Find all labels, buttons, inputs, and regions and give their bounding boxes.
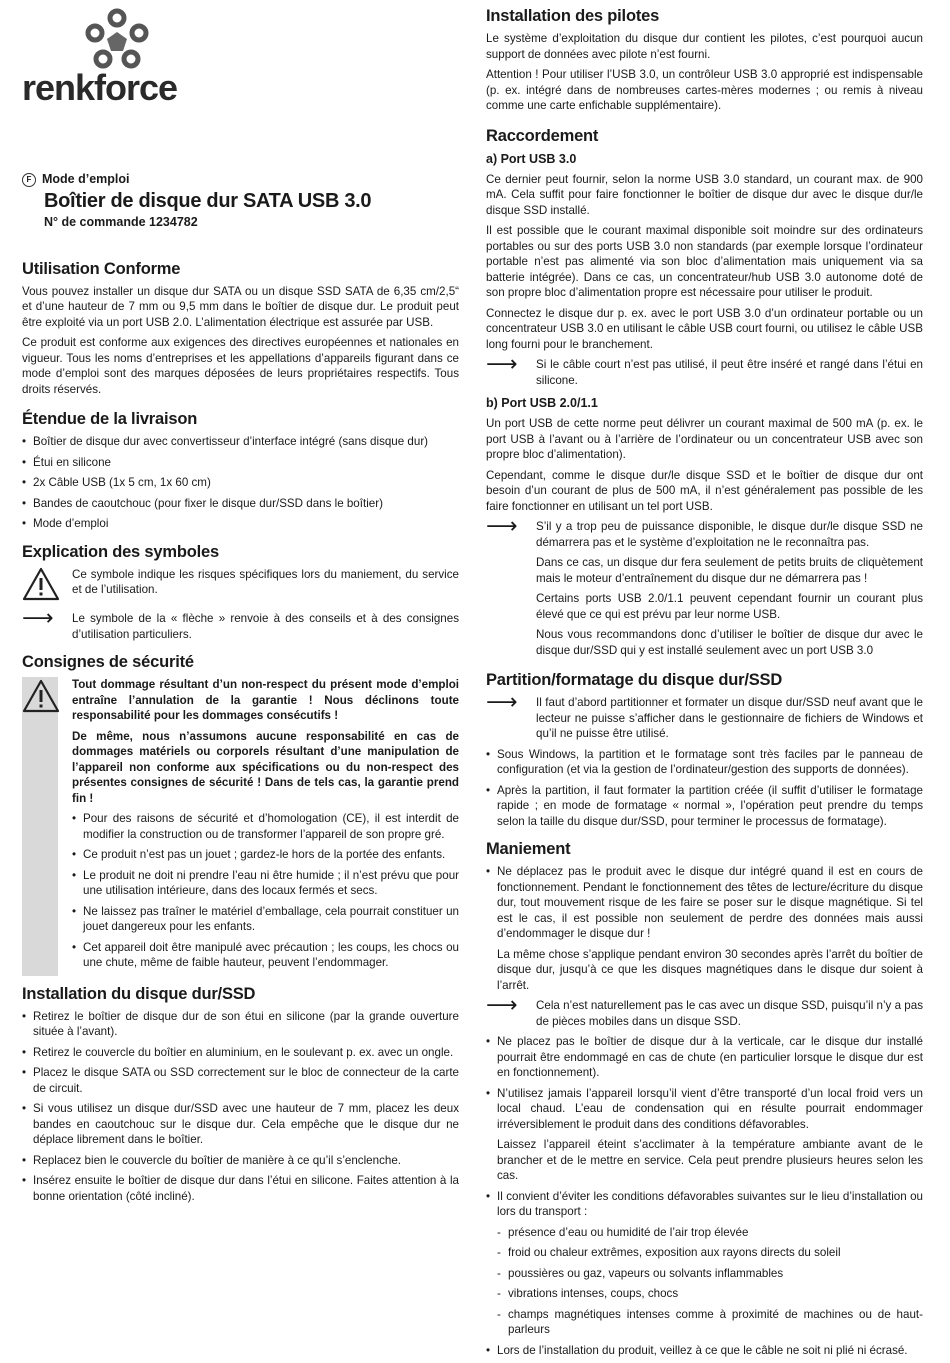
- list-item: - présence d’eau ou humidité de l’air trop élevée: [497, 1225, 923, 1241]
- manual-label: F Mode d’emploi: [22, 172, 459, 188]
- list-item: • Ne laissez pas traîner le matériel d’emballage, cela pourrait constituer un jouet dangereux pour les enfants.: [72, 904, 459, 935]
- list-item: • Placez le disque SATA ou SSD correctement sur le bloc de connecteur de la carte de circuit.: [22, 1065, 459, 1096]
- arrow-symbol-row: ⟶ Le symbole de la « flèche » renvoie à des conseils et à des consignes d’utilisation particuliers.: [22, 605, 459, 641]
- subheading-usb2: b) Port USB 2.0/1.1: [486, 396, 598, 410]
- list-item: • Retirez le boîtier de disque dur de son étui en silicone (par la grande ouverture située à l’avant).: [22, 1009, 459, 1040]
- section-heading-symbols: Explication des symboles: [22, 542, 219, 561]
- list-item: • Mode d’emploi: [22, 516, 459, 532]
- list-item: • Ne déplacez pas le produit avec le disque dur intégré quand il est en cours de fonctionnement. Pendant le fonctionnement des têtes de lecture/écriture du disque dur, tout mouvement risque de les faire se poser sur le disque magnétique. Si tel est le cas, il est possible non seulement de perdre des données mais aussi d’endommager le disque dur ! La même chose s’applique pendant environ 30 secondes après l’arrêt du boîtier de disque dur, jusqu’à ce que les disques magnétiques dans le disque dur soient à l’arrêt.: [486, 864, 923, 993]
- order-number: N° de commande 1234782: [44, 215, 198, 229]
- safety-box: [22, 677, 459, 976]
- list-item: • Insérez ensuite le boîtier de disque dur dans l’étui en silicone. Faites attention à la bonne orientation (côté incliné).: [22, 1173, 459, 1204]
- arrow-right-icon: ⟶: [22, 605, 54, 630]
- list-item: - froid ou chaleur extrêmes, exposition aux rayons directs du soleil: [497, 1245, 923, 1261]
- list-item: • Lors de l’installation du produit, veillez à ce que le câble ne soit ni plié ni écrasé.: [486, 1343, 923, 1359]
- partition-list: [486, 747, 923, 830]
- section-heading-intended: Utilisation Conforme: [22, 259, 181, 278]
- paragraph: Vous pouvez installer un disque dur SATA ou un disque SSD SATA de 6,35 cm/2,5“ et d’une hauteur de 7 mm ou 9,5 mm dans le boîtier de disque dur. Le produit peut être exploité via un port USB 2.0. L’alimentation électrique est assurée par USB.: [22, 284, 459, 329]
- tip-row: ⟶ Si le câble court n’est pas utilisé, il peut être inséré et rangé dans l’étui en silicone.: [486, 351, 923, 387]
- tip-row: ⟶ Cela n’est naturellement pas le cas avec un disque SSD, puisqu’il n’y a pas de pièces mobiles dans un disque SSD.: [486, 992, 923, 1028]
- tip-row: ⟶ S’il y a trop peu de puissance disponible, le disque dur/le disque SSD ne démarrera pas et le système d’exploitation ne le reconnaîtra pas.: [486, 513, 923, 549]
- section-heading-handling: Maniement: [486, 840, 571, 858]
- renkforce-logo-icon: [82, 6, 152, 76]
- handling-list-2: [486, 1034, 923, 1220]
- list-item: • Replacez bien le couvercle du boîtier de manière à ce qu’il s’enclenche.: [22, 1153, 459, 1169]
- paragraph: Ce dernier peut fournir, selon la norme USB 3.0 standard, un courant max. de 900 mA. Cela suffit pour faire fonctionner le boîtier de disque dur avec le disque dur/le disque SSD installé.: [486, 172, 923, 217]
- tip-row: ⟶ Il faut d’abord partitionner et formater un disque dur/SSD neuf avant que le lecteur ne puisse s’afficher dans le gestionnaire de fichiers de Windows et qu’il ne puisse être utilisé.: [486, 689, 923, 740]
- list-item: • Si vous utilisez un disque dur/SSD avec une hauteur de 7 mm, placez les deux bandes en caoutchouc sur le disque dur. Cela empêche que le disque dur ne déplace librement dans le boîtier.: [22, 1101, 459, 1148]
- list-item: • Bandes de caoutchouc (pour fixer le disque dur/SSD dans le boîtier): [22, 496, 459, 512]
- handling-list: [486, 864, 923, 993]
- conditions-list: [497, 1225, 923, 1338]
- language-badge: F: [22, 173, 36, 187]
- section-heading-drivers: Installation des pilotes: [486, 7, 660, 25]
- list-item: • Ce produit n’est pas un jouet ; gardez-le hors de la portée des enfants.: [72, 847, 459, 863]
- list-item: • N’utilisez jamais l’appareil lorsqu’il vient d’être transporté d’un local froid vers un local chaud. L’eau de condensation qui en résulte pourrait endommager irréversiblement le produit dans des conditions défavorables. Laissez l’appareil éteint s’acclimater à la température ambiante avant de le brancher et de le mettre en service. Cela peut prendre plusieurs heures selon les cas.: [486, 1086, 923, 1184]
- list-item: • Retirez le couvercle du boîtier en aluminium, en le soulevant p. ex. avec un ongle.: [22, 1045, 459, 1061]
- arrow-right-icon: ⟶: [486, 689, 518, 714]
- right-column: [486, 6, 923, 1363]
- delivery-list: [22, 434, 459, 532]
- paragraph: Ce produit est conforme aux exigences des directives européennes et nationales en vigueur. Tous les noms d’entreprises et les appellations d’appareils figurant dans ce mode d’emploi sont des marques déposées de leurs propriétaires respectifs. Tous droits réservés.: [22, 336, 459, 396]
- list-item: • Pour des raisons de sécurité et d’homologation (CE), il est interdit de modifier la construction ou de transformer l’appareil de son propre gré.: [72, 811, 459, 842]
- paragraph: Attention ! Pour utiliser l’USB 3.0, un contrôleur USB 3.0 approprié est indispensable (p. ex. intégré dans de nombreuses cartes-mères modernes ; ou remis à niveau comme une carte enfichable supplémentaire).: [486, 68, 923, 112]
- safety-warning: De même, nous n’assumons aucune responsabilité en cas de dommages matériels ou corporels résultant d’une manipulation de l’appareil non conforme aux spécifications ou du non-respect des présentes consignes de sécurité ! Dans de tels cas, la garantie prend fin !: [72, 729, 459, 805]
- paragraph: Le système d’exploitation du disque dur contient les pilotes, c’est pourquoi aucun support de données avec pilote n’est fourni.: [486, 32, 923, 61]
- warning-icon: [22, 567, 60, 601]
- brand-name: renkforce: [22, 67, 178, 108]
- left-column: [22, 0, 459, 1209]
- section-heading-safety: Consignes de sécurité: [22, 653, 194, 671]
- install-disk-list: [22, 1009, 459, 1205]
- list-item: - champs magnétiques intenses comme à proximité de machines ou de haut-parleurs: [497, 1307, 923, 1338]
- paragraph: Nous vous recommandons donc d’utiliser le boîtier de disque dur avec le disque dur/SSD qui y est installé seulement avec un port USB 3.0: [536, 628, 923, 657]
- list-item: • Le produit ne doit ni prendre l’eau ni être humide ; il n’est prévu que pour une utilisation intérieure, dans des locaux fermés et secs.: [72, 868, 459, 899]
- handling-list-3: [486, 1343, 923, 1359]
- section-heading-partition: Partition/formatage du disque dur/SSD: [486, 671, 783, 689]
- page-title: Boîtier de disque dur SATA USB 3.0: [44, 189, 372, 212]
- arrow-right-icon: ⟶: [486, 351, 518, 376]
- list-item: • Cet appareil doit être manipulé avec précaution ; les coups, les chocs ou une chute, même de faible hauteur, peuvent l’endommager.: [72, 940, 459, 971]
- list-item: • Étui en silicone: [22, 455, 459, 471]
- list-item: • Sous Windows, la partition et le formatage sont très faciles par le panneau de configuration (et via la gestion de l’ordinateur/gestion des supports de données).: [486, 747, 923, 778]
- paragraph: Cependant, comme le disque dur/le disque SSD et le boîtier de disque dur ont besoin d’un courant de plus de 500 mA, il n’est généralement pas possible de les faire fonctionner en utilisant un tel port USB.: [486, 468, 923, 513]
- safety-warning: Tout dommage résultant d’un non-respect du présent mode d’emploi entraîne l’annulation de la garantie ! Nous déclinons toute responsabilité pour les dommages consécutifs !: [72, 678, 459, 722]
- logo: [22, 0, 459, 172]
- paragraph: Connectez le disque dur p. ex. avec le port USB 3.0 d’un ordinateur portable ou un concentrateur USB 3.0 en utilisant le câble USB court fourni, ou utilisez le câble USB long fourni pour le branchement.: [486, 306, 923, 351]
- list-item: • 2x Câble USB (1x 5 cm, 1x 60 cm): [22, 475, 459, 491]
- list-item: - poussières ou gaz, vapeurs ou solvants inflammables: [497, 1266, 923, 1282]
- section-heading-install-disk: Installation du disque dur/SSD: [22, 984, 256, 1003]
- list-item: - vibrations intenses, coups, chocs: [497, 1286, 923, 1302]
- safety-list: [72, 811, 459, 971]
- list-item: • Après la partition, il faut formater la partition créée (il suffit d’utiliser le formatage rapide ; en mode de formatage « normal », l’opération peut prendre du temps selon la taille du disque dur/SSD, pour terminer le processus de formatage).: [486, 783, 923, 830]
- subheading-usb3: a) Port USB 3.0: [486, 151, 577, 166]
- paragraph: Dans ce cas, un disque dur fera seulement de petits bruits de cliquètement mais le moteur d’entraînement du disque dur ne démarrera pas !: [536, 556, 923, 585]
- list-item: • Ne placez pas le boîtier de disque dur à la verticale, car le disque dur installé pourrait être endommagé en cas de chute (en particulier lorsque le disque dur est en fonctionnement).: [486, 1034, 923, 1081]
- warning-icon: [22, 679, 60, 713]
- arrow-right-icon: ⟶: [486, 513, 518, 538]
- paragraph: Certains ports USB 2.0/1.1 peuvent cependant fournir un courant plus élevé que ce qui est prévu par leur norme USB.: [536, 592, 923, 621]
- paragraph: Un port USB de cette norme peut délivrer un courant maximal de 500 mA (p. ex. le port USB à l’avant ou à l’arrière de l’ordinateur ou un concentrateur USB avec son propre bloc d’alimentation).: [486, 417, 923, 461]
- arrow-right-icon: ⟶: [486, 992, 518, 1017]
- section-heading-delivery: Étendue de la livraison: [22, 410, 198, 428]
- list-item: • Boîtier de disque dur avec convertisseur d’interface intégré (sans disque dur): [22, 434, 459, 450]
- safety-sidebar: [22, 677, 58, 976]
- section-heading-connection: Raccordement: [486, 126, 599, 145]
- warning-symbol-row: Ce symbole indique les risques spécifiques lors du maniement, du service et de l’utilisation.: [22, 567, 459, 606]
- paragraph: Il est possible que le courant maximal disponible soit moindre sur des ordinateurs portables ou sur des ports USB 3.0 non standards (par exemple lorsque l’ordinateur portable n’est pas alimenté via son bloc d’alimentation mais uniquement via sa batterie intégrée). Dans ce cas, un concentrateur/hub USB 3.0 autonome doté de son propre bloc d’alimentation propre est nécessaire pour utiliser le produit.: [486, 224, 923, 299]
- list-item: • Il convient d’éviter les conditions défavorables suivantes sur le lieu d’installation ou lors du transport :: [486, 1189, 923, 1220]
